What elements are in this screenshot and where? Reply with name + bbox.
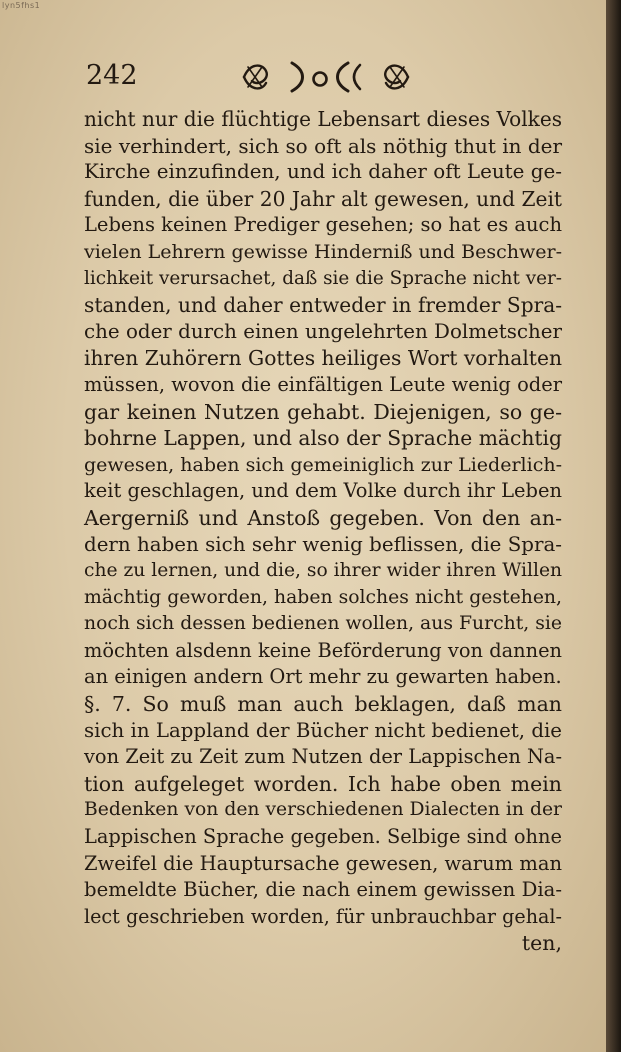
text-line: bemeldte Bücher, die nach einem gewissen Dia- xyxy=(84,878,562,902)
text-line: von Zeit zu Zeit zum Nutzen der Lappischen Na- xyxy=(84,745,562,769)
text-line: müssen, wovon die einfältigen Leute wenig oder xyxy=(84,372,562,396)
scan-corner-mark: lyn5fhs1 xyxy=(2,1,41,10)
text-line: an einigen andern Ort mehr zu gewarten haben. xyxy=(84,665,562,689)
text-line: gewesen, haben sich gemeiniglich zur Liederlich- xyxy=(84,453,562,476)
text-line: §. 7. So muß man auch beklagen, daß man xyxy=(84,692,562,717)
body-text xyxy=(84,106,562,957)
text-line: möchten alsdenn keine Beförderung von dannen xyxy=(84,638,562,662)
text-line: che zu lernen, und die, so ihrer wider ihren Willen xyxy=(84,560,562,582)
page-edge-shadow xyxy=(606,0,621,1052)
text-line: funden, die über 20 Jahr alt gewesen, und Zeit xyxy=(84,186,562,211)
text-line: che oder durch einen ungelehrten Dolmetscher xyxy=(84,319,562,343)
text-line: lichkeit verursachet, daß sie die Sprache nicht ver- xyxy=(84,267,562,289)
text-line: Kirche einzufinden, und ich daher oft Leute ge- xyxy=(84,160,562,184)
text-line: Lebens keinen Prediger gesehen; so hat es auch xyxy=(84,213,562,237)
text-line: standen, und daher entweder in fremder Spra- xyxy=(84,293,562,318)
text-line: mächtig geworden, haben solches nicht gestehen, xyxy=(84,586,562,608)
text-line: noch sich dessen bedienen wollen, aus Furcht, sie xyxy=(84,613,562,635)
text-line: tion aufgeleget worden. Ich habe oben mein xyxy=(84,771,562,796)
text-line: Lappischen Sprache gegeben. Selbige sind ohne xyxy=(84,825,562,849)
text-line: bohrne Lappen, und also der Sprache mächtig xyxy=(84,426,562,451)
text-line: lect geschrieben worden, für unbrauchbar gehal- xyxy=(84,904,562,928)
text-line: Aergerniß und Anstoß gegeben. Von den an- xyxy=(84,505,562,530)
page-number: 242 xyxy=(86,60,138,91)
text-line: vielen Lehrern gewisse Hinderniß und Beschwer- xyxy=(84,240,562,263)
text-line: keit geschlagen, und dem Volke durch ihr Leben xyxy=(84,479,562,503)
text-line: gar keinen Nutzen gehabt. Diejenigen, so ge- xyxy=(84,399,562,424)
catchword: ten, xyxy=(521,931,562,956)
text-line: Zweifel die Hauptursache gewesen, warum man xyxy=(84,851,562,875)
text-line: Bedenken von den verschiedenen Dialecten in der xyxy=(84,799,562,821)
text-line: dern haben sich sehr wenig beflissen, die Spra- xyxy=(84,532,562,556)
text-line: sich in Lappland der Bücher nicht bedienet, die xyxy=(84,718,562,742)
text-line: ihren Zuhörern Gottes heiliges Wort vorhalten xyxy=(84,346,562,371)
text-line: sie verhindert, sich so oft als nöthig thut in der xyxy=(84,133,562,158)
header-ornament xyxy=(236,57,416,97)
text-line: nicht nur die flüchtige Lebensart dieses Volkes xyxy=(84,107,562,131)
